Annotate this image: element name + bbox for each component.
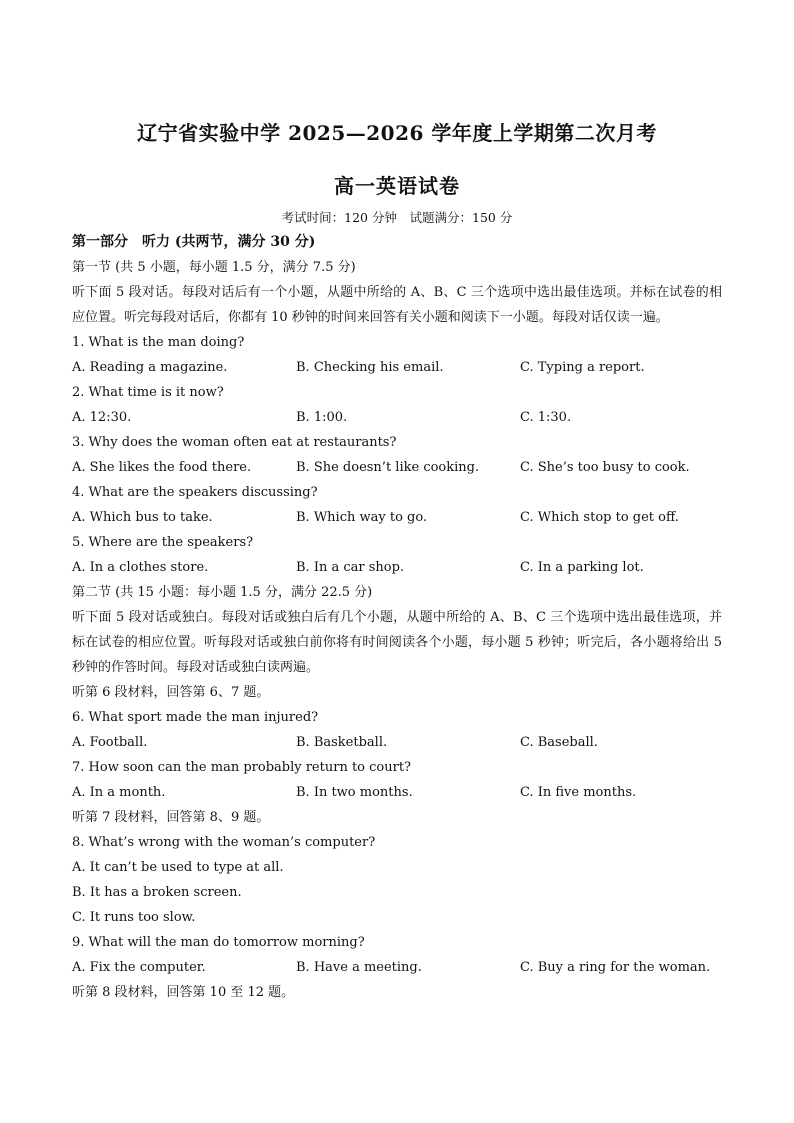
question-9-options bbox=[72, 955, 722, 980]
option-b: B. In two months. bbox=[296, 785, 413, 800]
question-5-options bbox=[72, 555, 722, 580]
question-7-options bbox=[72, 780, 722, 805]
option-c: C. It runs too slow. bbox=[72, 910, 196, 925]
question-4-options bbox=[72, 505, 722, 530]
option-a: A. She likes the food there. bbox=[72, 460, 252, 475]
question-1-options bbox=[72, 355, 722, 380]
option-a: A. It can’t be used to type at all. bbox=[72, 860, 284, 875]
section2-heading: 第二节 (共 15 小题：每小题 1.5 分，满分 22.5 分) bbox=[72, 585, 373, 600]
section2-instructions: 听下面 5 段对话或独白。每段对话或独白后有几个小题，从题中所给的 A、B、C 三个选项中选出最佳选项，并标在试卷的相应位置。听每段对话或独白前你将有时间阅读各个小题，每小题 5 秒钟；听完后，各小题将给出 5 秒钟的作答时间。每段对话或独白读两遍。 bbox=[72, 610, 722, 675]
section1-heading: 第一节 (共 5 小题，每小题 1.5 分，满分 7.5 分) bbox=[72, 260, 356, 275]
option-b: B. 1:00. bbox=[296, 410, 348, 425]
option-a: A. Fix the computer. bbox=[72, 960, 206, 975]
exam-subtitle: 高一英语试卷 bbox=[334, 174, 460, 198]
option-b: B. Have a meeting. bbox=[296, 960, 422, 975]
exam-title: 辽宁省实验中学 2025—2026 学年度上学期第二次月考 bbox=[137, 121, 657, 145]
option-b: B. Which way to go. bbox=[296, 510, 428, 525]
question-6: 6. What sport made the man injured? bbox=[72, 710, 319, 725]
question-3: 3. Why does the woman often eat at restaurants? bbox=[72, 435, 397, 450]
option-b: B. It has a broken screen. bbox=[72, 885, 242, 900]
section1-questions bbox=[72, 330, 722, 580]
option-b: B. She doesn’t like cooking. bbox=[296, 460, 480, 475]
question-8: 8. What’s wrong with the woman’s computer? bbox=[72, 835, 376, 850]
question-2-options bbox=[72, 405, 722, 430]
option-b: B. In a car shop. bbox=[296, 560, 405, 575]
question-3-options bbox=[72, 455, 722, 480]
question-4: 4. What are the speakers discussing? bbox=[72, 485, 318, 500]
question-2: 2. What time is it now? bbox=[72, 385, 224, 400]
question-5: 5. Where are the speakers? bbox=[72, 535, 254, 550]
section1-instructions: 听下面 5 段对话。每段对话后有一个小题，从题中所给的 A、B、C 三个选项中选出最佳选项。并标在试卷的相应位置。听完每段对话后，你都有 10 秒钟的时间来回答有关小题和阅读下一小题。每段对话仅读一遍。 bbox=[72, 285, 722, 325]
exam-meta: 考试时间：120 分钟 试题满分：150 分 bbox=[281, 210, 513, 225]
option-a: A. In a clothes store. bbox=[72, 560, 209, 575]
material-6-label: 听第 6 段材料，回答第 6、7 题。 bbox=[72, 685, 270, 700]
option-c: C. In five months. bbox=[520, 785, 637, 800]
option-c: C. 1:30. bbox=[520, 410, 572, 425]
option-a: A. Which bus to take. bbox=[72, 510, 213, 525]
option-a: A. In a month. bbox=[72, 785, 166, 800]
question-7: 7. How soon can the man probably return to court? bbox=[72, 760, 412, 775]
question-1: 1. What is the man doing? bbox=[72, 335, 245, 350]
material-7-label: 听第 7 段材料，回答第 8、9 题。 bbox=[72, 810, 270, 825]
question-6-options bbox=[72, 730, 722, 755]
option-a: A. Football. bbox=[72, 735, 148, 750]
question-9: 9. What will the man do tomorrow morning? bbox=[72, 935, 365, 950]
part1-title: 第一部分 听力 (共两节，满分 30 分) bbox=[72, 234, 316, 250]
option-c: C. Baseball. bbox=[520, 735, 598, 750]
option-c: C. In a parking lot. bbox=[520, 560, 644, 575]
option-c: C. Typing a report. bbox=[520, 360, 645, 375]
option-c: C. Which stop to get off. bbox=[520, 510, 679, 525]
option-c: C. She’s too busy to cook. bbox=[520, 460, 690, 475]
option-b: B. Checking his email. bbox=[296, 360, 444, 375]
option-c: C. Buy a ring for the woman. bbox=[520, 960, 711, 975]
option-a: A. Reading a magazine. bbox=[72, 360, 228, 375]
option-a: A. 12:30. bbox=[72, 410, 132, 425]
material-8-label: 听第 8 段材料，回答第 10 至 12 题。 bbox=[72, 985, 295, 1000]
option-b: B. Basketball. bbox=[296, 735, 388, 750]
